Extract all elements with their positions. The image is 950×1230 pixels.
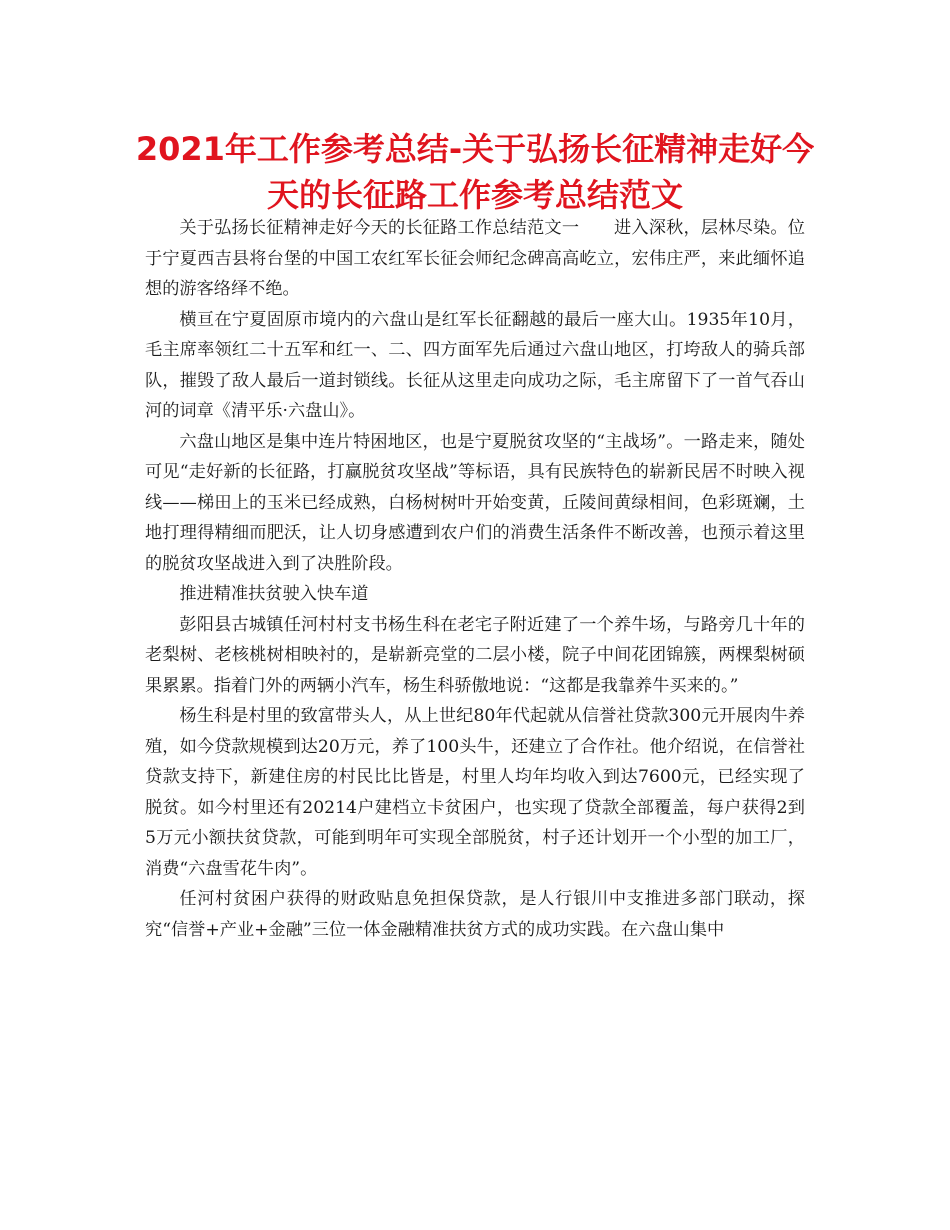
paragraph-intro: 关于弘扬长征精神走好今天的长征路工作总结范文一 进入深秋，层林尽染。位于宁夏西吉县将台堡的中国工农红军长征会师纪念碑高高屹立，宏伟庄严，来此缅怀追想的游客络绎不绝。 bbox=[145, 218, 805, 299]
section-heading: 推进精准扶贫驶入快车道 bbox=[179, 584, 369, 604]
document-title: 2021年工作参考总结-关于弘扬长征精神走好今天的长征路工作参考总结范文 bbox=[135, 130, 815, 214]
document-body bbox=[145, 213, 805, 945]
paragraph-yang-shengke: 彭阳县古城镇任河村村支书杨生科在老宅子附近建了一个养牛场，与路旁几十年的老梨树、老核桃树相映衬的，是崭新亮堂的二层小楼，院子中间花团锦簇，两棵梨树硕果累累。指着门外的两辆小汽车，杨生科骄傲地说：“这都是我靠养牛买来的。” bbox=[145, 614, 805, 696]
paragraph-poverty-area: 六盘山地区是集中连片特困地区，也是宁夏脱贫攻坚的“主战场”。一路走来，随处可见“走好新的长征路，打赢脱贫攻坚战”等标语，具有民族特色的崭新民居不时映入视线——梯田上的玉米已经成熟，白杨树树叶开始变黄，丘陵间黄绿相间，色彩斑斓，土地打理得精细而肥沃，让人切身感遭到农户们的消费生活条件不断改善，也预示着这里的脱贫攻坚战进入到了决胜阶段。 bbox=[145, 431, 805, 574]
paragraph-credit-loans: 杨生科是村里的致富带头人，从上世纪80年代起就从信誉社贷款300元开展肉牛养殖，如今贷款规模到达20万元，养了100头牛，还建立了合作社。他介绍说，在信誉社贷款支持下，新建住房的村民比比皆是，村里人均年均收入到达7600元，已经实现了脱贫。如今村里还有20214户建档立卡贫困户，也实现了贷款全部覆盖，每户获得2到5万元小额扶贫贷款，可能到明年可实现全部脱贫，村子还计划开一个小型的加工厂，消费“六盘雪花牛肉”。 bbox=[145, 706, 805, 879]
paragraph-liupan-mountain: 横亘在宁夏固原市境内的六盘山是红军长征翻越的最后一座大山。1935年10月，毛主席率领红二十五军和红一、二、四方面军先后通过六盘山地区，打垮敌人的骑兵部队，摧毁了敌人最后一道封锁线。长征从这里走向成功之际，毛主席留下了一首气吞山河的词章《清平乐·六盘山》。 bbox=[145, 309, 805, 421]
paragraph-financial-practice: 任河村贫困户获得的财政贴息免担保贷款，是人行银川中支推进多部门联动，探究“信誉+产业+金融”三位一体金融精准扶贫方式的成功实践。在六盘山集中 bbox=[145, 889, 805, 940]
